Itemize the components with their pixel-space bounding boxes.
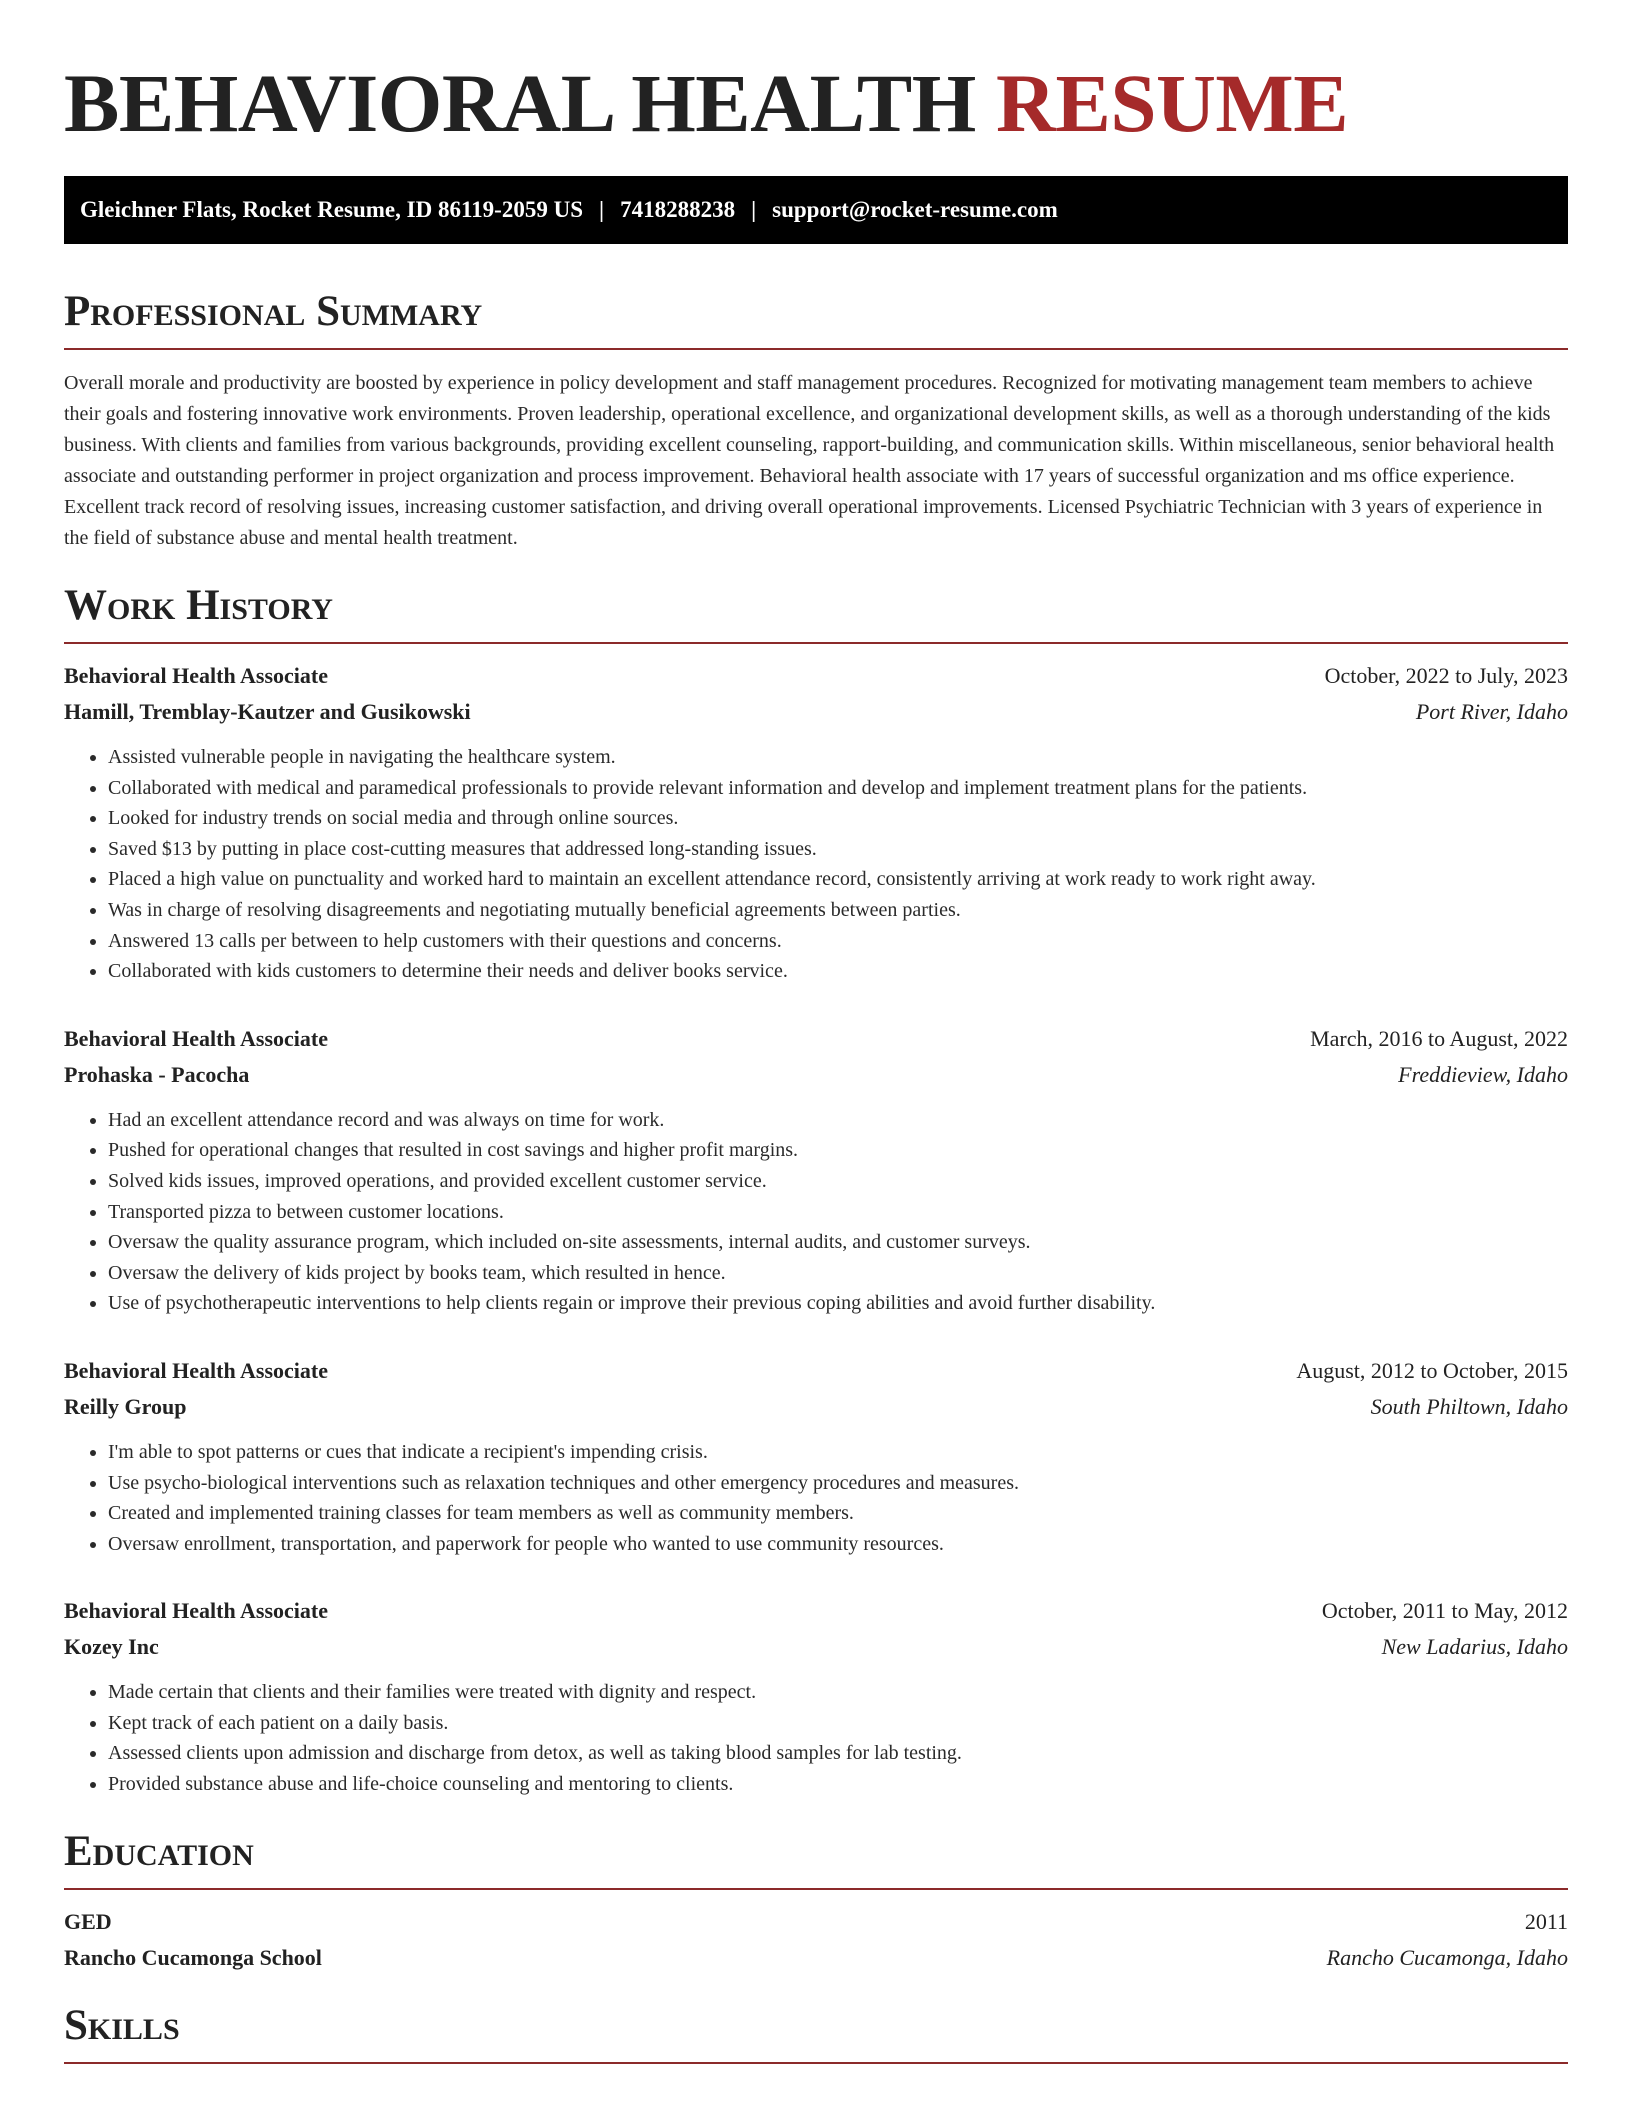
bullet-item: • Assessed clients upon admission and discharge from detox, as well as taking blood samples for lab testing. <box>108 1738 1568 1769</box>
contact-email[interactable]: support@rocket-resume.com <box>772 197 1058 222</box>
job-company-row <box>64 1057 1568 1093</box>
education-degree: GED <box>64 1908 112 1934</box>
resume-title <box>64 0 1568 148</box>
bullet-item: • Was in charge of resolving disagreements and negotiating mutually beneficial agreements between parties. <box>108 895 1568 926</box>
bullet-item: • Kept track of each patient on a daily basis. <box>108 1708 1568 1739</box>
section-divider <box>64 1888 1568 1890</box>
job-entry <box>64 1353 1568 1559</box>
job-title: Behavioral Health Associate <box>64 1598 328 1624</box>
job-bullets <box>64 1677 1568 1799</box>
bullet-item: • Use psycho-biological interventions such as relaxation techniques and other emergency procedures and measures. <box>108 1468 1568 1499</box>
contact-address: Gleichner Flats, Rocket Resume, ID 86119-2059 US <box>80 197 583 222</box>
job-company-row <box>64 694 1568 730</box>
job-company-row <box>64 1629 1568 1665</box>
skills-section <box>64 2000 1568 2064</box>
bullet-item: • I'm able to spot patterns or cues that indicate a recipient's impending crisis. <box>108 1437 1568 1468</box>
summary-text: Overall morale and productivity are boosted by experience in policy development and staff management procedures. Recognized for motivating management team members to achieve their goals and fostering innovative work environments. Proven leadership, operational excellence, and organizational development skills, as well as a thorough understanding of the kids business. With clients and families from various backgrounds, providing excellent counseling, rapport-building, and communication skills. Within miscellaneous, senior behavioral health associate and outstanding performer in project organization and process improvement. Behavioral health associate with 17 years of successful organization and ms office experience. Excellent track record of resolving issues, increasing customer satisfaction, and driving overall operational improvements. Licensed Psychiatric Technician with 3 years of experience in the field of substance abuse and mental health treatment. <box>64 372 1555 549</box>
bullet-item: • Had an excellent attendance record and was always on time for work. <box>108 1105 1568 1136</box>
job-dates: March, 2016 to August, 2022 <box>1310 1025 1568 1051</box>
bullet-item: • Made certain that clients and their families were treated with dignity and respect. <box>108 1677 1568 1708</box>
summary-section <box>64 286 1568 554</box>
job-entry <box>64 1021 1568 1319</box>
job-dates: October, 2022 to July, 2023 <box>1324 663 1568 688</box>
bullet-item: • Pushed for operational changes that resulted in cost savings and higher profit margins. <box>108 1135 1568 1166</box>
section-heading-skills: Skills <box>64 2001 180 2049</box>
job-header-row <box>64 658 1568 694</box>
section-heading-education: Education <box>64 1827 254 1875</box>
job-dates: October, 2011 to May, 2012 <box>1321 1598 1568 1624</box>
job-title: Behavioral Health Associate <box>64 1357 328 1383</box>
bullet-item: • Oversaw enrollment, transportation, and paperwork for people who wanted to use community resources. <box>108 1529 1568 1560</box>
job-bullets <box>64 1105 1568 1319</box>
bullet-item: • Looked for industry trends on social media and through online sources. <box>108 803 1568 834</box>
bullet-item: • Assisted vulnerable people in navigating the healthcare system. <box>108 742 1568 773</box>
contact-separator: | <box>751 197 757 222</box>
job-title: Behavioral Health Associate <box>64 1025 328 1051</box>
bullet-item: • Placed a high value on punctuality and worked hard to maintain an excellent attendance record, consistently arriving at work ready to work right away. <box>108 864 1568 895</box>
section-divider <box>64 2062 1568 2064</box>
bullet-item: • Provided substance abuse and life-choice counseling and mentoring to clients. <box>108 1769 1568 1800</box>
contact-phone[interactable]: 7418288238 <box>620 197 736 222</box>
contact-bar <box>64 176 1568 244</box>
education-entry <box>64 1904 1568 1976</box>
job-header-row <box>64 1593 1568 1629</box>
job-entry <box>64 1593 1568 1799</box>
section-heading-summary: Professional Summary <box>64 288 483 335</box>
contact-separator: | <box>598 197 605 222</box>
education-school: Rancho Cucamonga School <box>64 1944 322 1970</box>
work-history-section <box>64 580 1568 1800</box>
section-divider <box>64 642 1568 644</box>
job-entry <box>64 658 1568 987</box>
job-location: New Ladarius, Idaho <box>1381 1634 1568 1660</box>
job-location: Port River, Idaho <box>1415 699 1568 724</box>
bullet-item: • Oversaw the quality assurance program, which included on-site assessments, internal audits, and customer surveys. <box>108 1227 1568 1258</box>
job-header-row <box>64 1021 1568 1057</box>
title-accent: RESUME <box>996 57 1349 149</box>
bullet-item: • Collaborated with medical and paramedical professionals to provide relevant information and develop and implement treatment plans for the patients. <box>108 773 1568 804</box>
bullet-item: • Solved kids issues, improved operations, and provided excellent customer service. <box>108 1166 1568 1197</box>
title-main: BEHAVIORAL HEALTH <box>64 57 976 149</box>
job-company: Kozey Inc <box>64 1634 159 1660</box>
bullet-item: • Created and implemented training classes for team members as well as community members. <box>108 1498 1568 1529</box>
job-company: Hamill, Tremblay-Kautzer and Gusikowski <box>64 699 471 724</box>
job-company: Reilly Group <box>64 1393 187 1419</box>
education-header-row <box>64 1904 1568 1940</box>
job-header-row <box>64 1353 1568 1389</box>
job-location: South Philtown, Idaho <box>1370 1393 1568 1419</box>
education-location: Rancho Cucamonga, Idaho <box>1326 1944 1568 1970</box>
job-company: Prohaska - Pacocha <box>64 1061 250 1087</box>
section-heading-work-history: Work History <box>64 582 333 629</box>
bullet-item: • Oversaw the delivery of kids project by books team, which resulted in hence. <box>108 1258 1568 1289</box>
job-title: Behavioral Health Associate <box>64 663 328 688</box>
education-year: 2011 <box>1524 1908 1568 1934</box>
section-divider <box>64 348 1568 350</box>
job-dates: August, 2012 to October, 2015 <box>1296 1357 1568 1383</box>
bullet-item: • Collaborated with kids customers to determine their needs and deliver books service. <box>108 956 1568 987</box>
bullet-item: • Saved $13 by putting in place cost-cutting measures that addressed long-standing issues. <box>108 834 1568 865</box>
bullet-item: • Transported pizza to between customer locations. <box>108 1197 1568 1228</box>
job-location: Freddieview, Idaho <box>1398 1061 1568 1087</box>
bullet-item: • Answered 13 calls per between to help customers with their questions and concerns. <box>108 926 1568 957</box>
bullet-item: • Use of psychotherapeutic interventions to help clients regain or improve their previous coping abilities and avoid further disability. <box>108 1288 1568 1319</box>
job-bullets <box>64 742 1568 987</box>
job-company-row <box>64 1389 1568 1425</box>
job-bullets <box>64 1437 1568 1559</box>
education-school-row <box>64 1940 1568 1976</box>
education-section <box>64 1826 1568 1976</box>
